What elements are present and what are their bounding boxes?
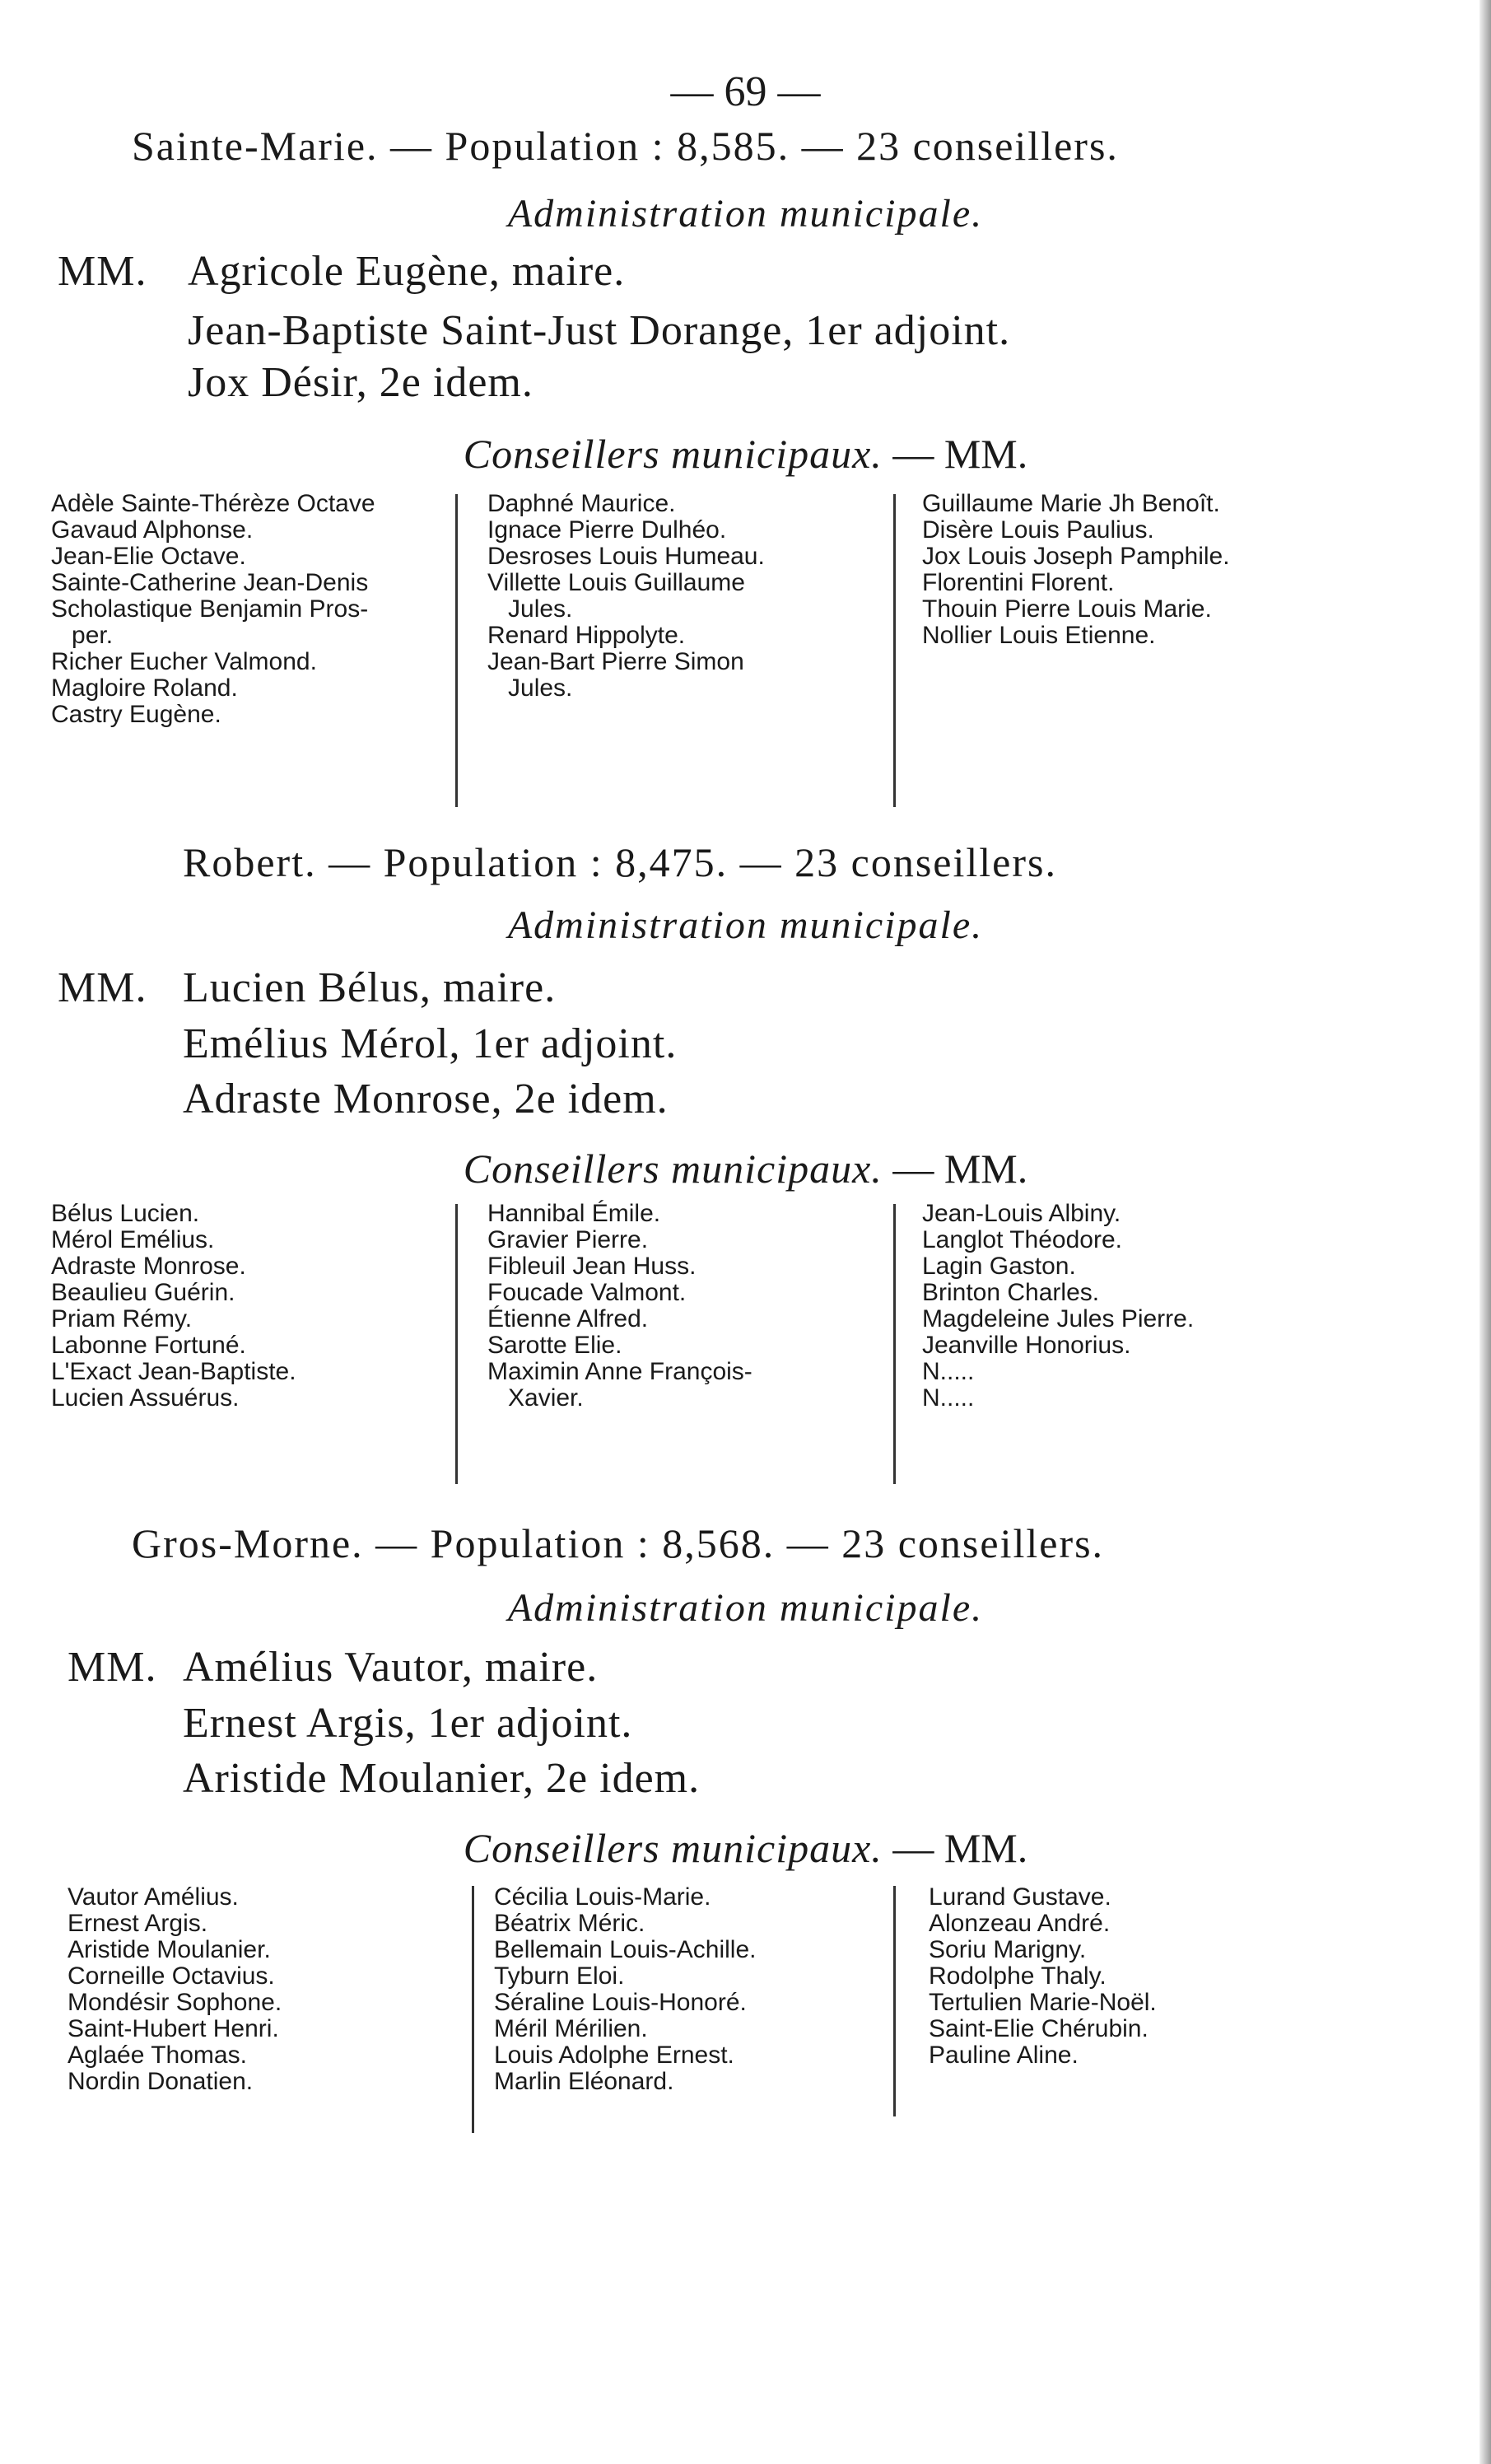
councillor-name: Corneille Octavius.: [68, 1962, 275, 1990]
column-separator: [455, 1204, 458, 1484]
councillor-name: Adraste Monrose.: [51, 1253, 246, 1280]
councillor-name: Mérol Emélius.: [51, 1226, 215, 1253]
official-second-deputy: Jox Désir, 2e idem.: [188, 359, 533, 406]
official-first-deputy: Jean-Baptiste Saint-Just Dorange, 1er adjoint.: [188, 307, 1011, 354]
column-separator: [893, 1886, 896, 2116]
councillor-name: Thouin Pierre Louis Marie.: [922, 595, 1212, 623]
councillor-name: Nordin Donatien.: [68, 2068, 254, 2095]
councillor-name: N.....: [922, 1384, 975, 1412]
councillor-name: Ernest Argis.: [68, 1910, 208, 1937]
admin-title: Administration municipale.: [507, 903, 984, 947]
councillors-column-2: [487, 1201, 752, 1412]
councillor-name: Lurand Gustave.: [929, 1883, 1111, 1911]
councillor-name: Jean-Louis Albiny.: [922, 1200, 1121, 1227]
councillor-name: Ignace Pierre Dulhéo.: [487, 516, 727, 544]
councillor-name: Aglaée Thomas.: [68, 2042, 247, 2069]
councillor-name: Gravier Pierre.: [487, 1226, 649, 1253]
councillor-name: Méril Mérilien.: [494, 2015, 648, 2042]
councillors-suffix: — MM.: [892, 431, 1028, 477]
councillor-name: Saint-Elie Chérubin.: [929, 2015, 1149, 2042]
councillor-name: Beaulieu Guérin.: [51, 1279, 235, 1306]
councillor-name: Tertulien Marie-Noël.: [929, 1989, 1157, 2016]
councillors-heading: [0, 430, 1491, 478]
councillors-suffix: — MM.: [892, 1146, 1028, 1192]
councillor-name: Sarotte Elie.: [487, 1332, 622, 1359]
councillors-column-3: [922, 1201, 1194, 1412]
councillor-name: Hannibal Émile.: [487, 1200, 661, 1227]
councillor-name: L'Exact Jean-Baptiste.: [51, 1358, 296, 1385]
councillor-name: Soriu Marigny.: [929, 1936, 1087, 1963]
councillors-suffix: — MM.: [892, 1825, 1028, 1871]
councillor-name: Daphné Maurice.: [487, 490, 676, 517]
column-separator: [455, 494, 458, 807]
councillors-column-1: [51, 1201, 296, 1412]
admin-title: Administration municipale.: [507, 1586, 984, 1630]
official-first-deputy: Emélius Mérol, 1er adjoint.: [183, 1020, 678, 1067]
mm-label: MM.: [68, 1644, 157, 1691]
councillor-name: Jean-Elie Octave.: [51, 543, 246, 570]
section-heading: Gros-Morne. — Population : 8,568. — 23 conseillers.: [132, 1520, 1105, 1566]
councillors-column-3: [922, 491, 1230, 649]
councillor-name: Disère Louis Paulius.: [922, 516, 1154, 544]
councillor-name: Vautor Amélius.: [68, 1883, 239, 1911]
column-separator: [893, 494, 896, 807]
column-separator: [472, 1886, 474, 2133]
councillors-heading: [0, 1824, 1491, 1872]
councillor-name: Cécilia Louis-Marie.: [494, 1883, 711, 1911]
admin-title: Administration municipale.: [507, 192, 984, 236]
councillor-name: Pauline Aline.: [929, 2042, 1079, 2069]
official-second-deputy: Aristide Moulanier, 2e idem.: [183, 1755, 701, 1802]
councillor-name: Langlot Théodore.: [922, 1226, 1122, 1253]
councillor-name: Jox Louis Joseph Pamphile.: [922, 543, 1230, 570]
councillors-title: Conseillers municipaux.: [463, 1825, 883, 1871]
councillor-name: Béatrix Méric.: [494, 1910, 645, 1937]
councillor-name: Louis Adolphe Ernest.: [494, 2042, 734, 2069]
official-second-deputy: Adraste Monrose, 2e idem.: [183, 1076, 669, 1122]
councillor-name: Priam Rémy.: [51, 1305, 193, 1332]
official-first-deputy: Ernest Argis, 1er adjoint.: [183, 1700, 633, 1747]
councillor-name: Jules.: [487, 595, 573, 623]
councillors-column-1: [68, 1884, 282, 2095]
councillors-heading: [0, 1145, 1491, 1192]
councillor-name: Xavier.: [487, 1384, 584, 1412]
councillor-name: Aristide Moulanier.: [68, 1936, 271, 1963]
councillor-name: Jeanville Honorius.: [922, 1332, 1131, 1359]
councillor-name: Florentini Florent.: [922, 569, 1115, 596]
councillor-name: Guillaume Marie Jh Benoît.: [922, 490, 1220, 517]
official-mayor: Lucien Bélus, maire.: [183, 964, 557, 1011]
councillor-name: Magloire Roland.: [51, 674, 238, 702]
councillor-name: Séraline Louis-Honoré.: [494, 1989, 747, 2016]
councillor-name: Brinton Charles.: [922, 1279, 1100, 1306]
councillor-name: Desroses Louis Humeau.: [487, 543, 765, 570]
section-heading: Robert. — Population : 8,475. — 23 conseillers.: [183, 839, 1057, 885]
councillors-column-2: [487, 491, 765, 702]
councillor-name: Jules.: [487, 674, 573, 702]
councillor-name: N.....: [922, 1358, 975, 1385]
councillors-column-1: [51, 491, 375, 728]
councillors-column-2: [494, 1884, 757, 2095]
councillor-name: Sainte-Catherine Jean-Denis: [51, 569, 369, 596]
mm-label: MM.: [58, 248, 147, 295]
councillor-name: Bélus Lucien.: [51, 1200, 200, 1227]
councillor-name: Marlin Eléonard.: [494, 2068, 674, 2095]
mm-label: MM.: [58, 964, 147, 1011]
councillor-name: Castry Eugène.: [51, 701, 221, 728]
page-number: — 69 —: [670, 68, 821, 115]
councillors-column-3: [929, 1884, 1157, 2069]
column-separator: [893, 1204, 896, 1484]
councillor-name: Scholastique Benjamin Pros-: [51, 595, 369, 623]
councillor-name: Alonzeau André.: [929, 1910, 1111, 1937]
official-mayor: Amélius Vautor, maire.: [183, 1644, 599, 1691]
councillor-name: Nollier Louis Etienne.: [922, 622, 1156, 649]
councillor-name: per.: [51, 622, 114, 649]
councillor-name: Lagin Gaston.: [922, 1253, 1076, 1280]
official-mayor: Agricole Eugène, maire.: [188, 248, 626, 295]
councillor-name: Maximin Anne François-: [487, 1358, 752, 1385]
councillor-name: Foucade Valmont.: [487, 1279, 687, 1306]
councillor-name: Étienne Alfred.: [487, 1305, 649, 1332]
councillor-name: Lucien Assuérus.: [51, 1384, 240, 1412]
section-heading: Sainte-Marie. — Population : 8,585. — 23 conseillers.: [132, 123, 1119, 169]
councillor-name: Richer Eucher Valmond.: [51, 648, 317, 675]
councillor-name: Adèle Sainte-Thérèze Octave: [51, 490, 375, 517]
councillor-name: Saint-Hubert Henri.: [68, 2015, 279, 2042]
councillors-title: Conseillers municipaux.: [463, 431, 883, 477]
councillor-name: Mondésir Sophone.: [68, 1989, 282, 2016]
councillor-name: Tyburn Eloi.: [494, 1962, 625, 1990]
councillor-name: Jean-Bart Pierre Simon: [487, 648, 744, 675]
councillor-name: Rodolphe Thaly.: [929, 1962, 1107, 1990]
councillor-name: Magdeleine Jules Pierre.: [922, 1305, 1195, 1332]
councillor-name: Labonne Fortuné.: [51, 1332, 246, 1359]
councillor-name: Villette Louis Guillaume: [487, 569, 745, 596]
page-edge-shadow: [1479, 0, 1491, 2464]
councillor-name: Fibleuil Jean Huss.: [487, 1253, 697, 1280]
councillor-name: Gavaud Alphonse.: [51, 516, 254, 544]
councillor-name: Bellemain Louis-Achille.: [494, 1936, 757, 1963]
councillors-title: Conseillers municipaux.: [463, 1146, 883, 1192]
councillor-name: Renard Hippolyte.: [487, 622, 686, 649]
